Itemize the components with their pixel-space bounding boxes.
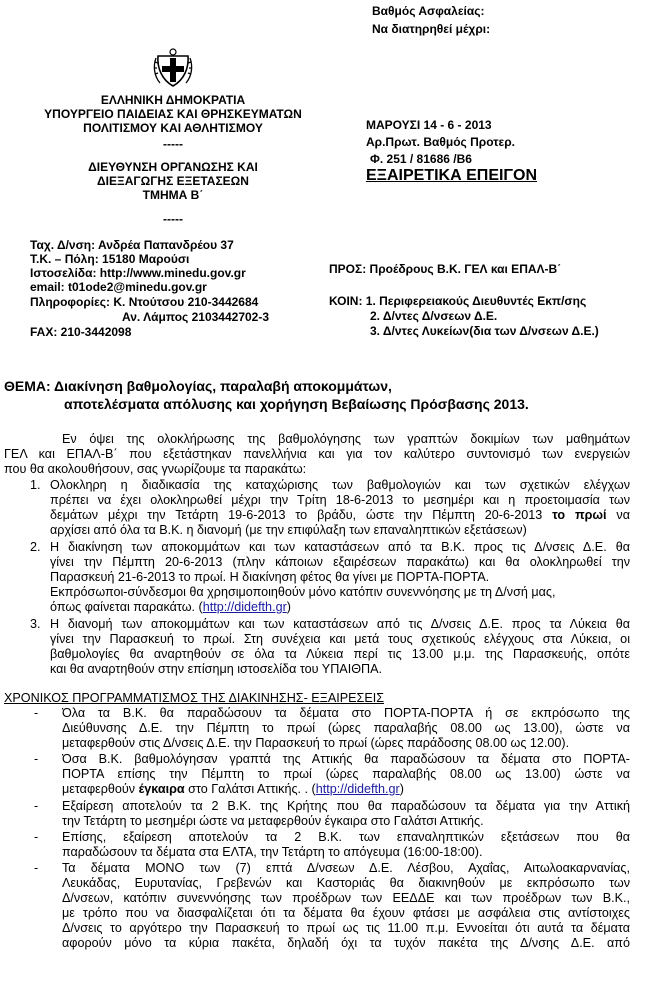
didefth-link[interactable]: http://didefth.gr bbox=[202, 600, 287, 614]
protocol-label: Αρ.Πρωτ. Βαθμός Προτερ. bbox=[366, 135, 516, 149]
recipient-koin1: ΚΟΙΝ: 1. Περιφερειακούς Διευθυντές Εκπ/σης bbox=[329, 294, 587, 308]
item1-line: αρχίσει από όλα τα Β.Κ. η διανομή (με την επιφύλαξη των επαναληπτικών εξετάσεων) bbox=[50, 523, 527, 537]
schedule-line: την Τετάρτη το μεσημέρι ώστε να μεταφερθούν έγκαιρα στο Γαλάτσι Αττικής. bbox=[62, 814, 484, 828]
bullet-dash: - bbox=[34, 752, 39, 766]
greek-emblem-icon bbox=[152, 46, 194, 90]
divider-dashes: ----- bbox=[163, 212, 183, 226]
item1-line: δεμάτων μέχρι την Τετάρτη 19-6-2013 το βράδυ, ώστε την Πέμπτη 20-6-2013 το πρωί να bbox=[50, 508, 630, 522]
schedule-line: αφορούν μόνο τα κύρια πακέτα, δηλαδή όχι τα τυχόν πακέτα της Δ/νσης Δ.Ε. από bbox=[62, 936, 630, 950]
item3-line: βαθμολογίες θα αναρτηθούν σε όλα τα Λύκεια περί τις 13.00 μ.μ. της Παρασκευής, οπότε bbox=[50, 647, 630, 661]
schedule-line: Όλα τα Β.Κ. θα παραδώσουν τα δέματα στο ΠΟΡΤΑ-ΠΟΡΤΑ ή σε εκπρόσωπο της bbox=[62, 706, 630, 720]
recipient-koin3: 3. Δ/ντες Λυκείων(δια των Δ/νσεων Δ.Ε.) bbox=[370, 324, 599, 338]
email: email: t01ode2@minedu.gov.gr bbox=[30, 280, 207, 294]
item3-line: και θα αναρτηθούν στην επίσημη ιστοσελίδα του ΥΠΑΙΘΠΑ. bbox=[50, 662, 382, 676]
subject-line1: ΘΕΜΑ: Διακίνηση βαθμολογίας, παραλαβή αποκομμάτων, bbox=[4, 378, 392, 394]
item2-line: Εκπρόσωποι-σύνδεσμοι θα χρησιμοποιηθούν μόνο κατόπιν συνεννόησης με τη Δ/νσή μας, bbox=[50, 585, 556, 599]
schedule-line: Δ/νσεις το αργότερο την Παρασκευή το πρωί ως τις 11.00 π.μ. Εννοείται ότι αυτά τα δέματα bbox=[62, 921, 630, 935]
schedule-line: Τα δέματα ΜΟΝΟ των (7) επτά Δ/νσεων Δ.Ε. Λέσβου, Αχαΐας, Αιτωλοακαρνανίας, bbox=[62, 861, 630, 875]
subject-line2: αποτελέσματα απόλυσης και χορήγηση Βεβαίωσης Πρόσβασης 2013. bbox=[64, 396, 529, 412]
divider-dashes: ----- bbox=[163, 137, 183, 151]
schedule-line: μεταφερθούν έγκαιρα στο Γαλάτσι Αττικής. . (http://didefth.gr) bbox=[62, 782, 404, 796]
ministry-line1: ΥΠΟΥΡΓΕΙΟ ΠΑΙΔΕΙΑΣ ΚΑΙ ΘΡΗΣΚΕΥΜΑΤΩΝ bbox=[44, 107, 302, 121]
bullet-dash: - bbox=[34, 861, 39, 875]
item2-line: όπως φαίνεται παρακάτω. (http://didefth.gr) bbox=[50, 600, 291, 614]
schedule-line: Δ/νσεων, κατόπιν συνεννόησης των προέδρων των ΕΕΔΔΕ και των προέδρων των Β.Κ., bbox=[62, 891, 630, 905]
intro-line: Εν όψει της ολοκλήρωσης της βαθμολόγησης των γραπτών δοκιμίων των μαθημάτων bbox=[62, 432, 630, 446]
recipient-to: ΠΡΟΣ: Προέδρους Β.Κ. ΓΕΛ και ΕΠΑΛ-Β΄ bbox=[329, 262, 562, 276]
postal-code-city: Τ.Κ. – Πόλη: 15180 Μαρούσι bbox=[30, 252, 190, 266]
didefth-link[interactable]: http://didefth.gr bbox=[315, 782, 400, 796]
protocol-number: Φ. 251 / 81686 /Β6 bbox=[370, 152, 472, 166]
intro-line: ΓΕΛ και ΕΠΑΛ-Β΄ που εξετάστηκαν πανελλήνια και για τον καλύτερο συντονισμό των ενεργειών bbox=[4, 447, 630, 461]
bullet-dash: - bbox=[34, 830, 39, 844]
item-number: 1. bbox=[30, 478, 41, 492]
postal-address: Ταχ. Δ/νση: Ανδρέα Παπανδρέου 37 bbox=[30, 238, 234, 252]
security-grade-label: Βαθμός Ασφαλείας: bbox=[372, 4, 485, 18]
item1-line: Ολοκληρη η διαδικασία της καταχώρισης των βαθμολογιών και των σχετικών ελέγχων bbox=[50, 478, 630, 492]
schedule-line: με τρόπο που να διασφαλίζεται ότι τα δέματα θα έχουν φτάσει με ασφάλεια στις αντίστοιχες bbox=[62, 906, 630, 920]
ministry-line2: ΠΟΛΙΤΙΣΜΟΥ ΚΑΙ ΑΘΛΗΤΙΣΜΟΥ bbox=[83, 121, 263, 135]
schedule-line: Επίσης, εξαίρεση αποτελούν τα 2 Β.Κ. των επαναληπτικών εξετάσεων που θα bbox=[62, 830, 630, 844]
urgency-label: ΕΞΑΙΡΕΤΙΚΑ ΕΠΕΙΓΟΝ bbox=[366, 167, 538, 184]
item2-line: Η διακίνηση των αποκομμάτων και των καταστάσεων από τα Β.Κ. προς τις Δ/νσεις Δ.Ε. θα bbox=[50, 540, 630, 554]
item2-line: Παρασκευή 21-6-2013 το πρωί. Η διακίνηση φέτος θα γίνει με ΠΟΡΤΑ-ΠΟΡΤΑ. bbox=[50, 570, 490, 584]
schedule-line: Λευκάδας, Ευρυτανίας, Γρεβενών και Καστοριάς θα διακινηθούν με εκπρόσωπο των bbox=[62, 876, 630, 890]
schedule-line: Όσα Β.Κ. βαθμολόγησαν γραπτά της Αττικής θα παραδώσουν τα δέματα στο ΠΟΡΤΑ- bbox=[62, 752, 630, 766]
directorate-line1: ΔΙΕΥΘΥΝΣΗ ΟΡΓΑΝΩΣΗΣ ΚΑΙ bbox=[88, 160, 258, 174]
contact-info2: Αν. Λάμπος 2103442702-3 bbox=[122, 310, 270, 324]
recipient-koin2: 2. Δ/ντες Δ/νσεων Δ.Ε. bbox=[370, 309, 498, 323]
keep-until-label: Να διατηρηθεί μέχρι: bbox=[372, 22, 491, 36]
intro-line: που θα ακολουθήσουν, σας γνωρίζουμε τα παρακάτω: bbox=[4, 462, 307, 476]
directorate-line2: ΔΙΕΞΑΓΩΓΗΣ ΕΞΕΤΑΣΕΩΝ bbox=[97, 174, 249, 188]
place-date: ΜΑΡΟΥΣΙ 14 - 6 - 2013 bbox=[366, 118, 492, 132]
schedule-heading: ΧΡΟΝΙΚΟΣ ΠΡΟΓΡΑΜΜΑΤΙΣΜΟΣ ΤΗΣ ΔΙΑΚΙΝΗΣΗΣ- ΕΞΑΙΡΕΣΕΙΣ bbox=[4, 691, 385, 705]
schedule-line: Διεύθυνσης Δ.Ε. την Πέμπτη το πρωί (ώρες παραλαβής 08.00 ως 13.00), ώστε να bbox=[62, 721, 630, 735]
item-number: 3. bbox=[30, 617, 41, 631]
item-number: 2. bbox=[30, 540, 41, 554]
republic-heading: ΕΛΛΗΝΙΚΗ ΔΗΜΟΚΡΑΤΙΑ bbox=[100, 93, 246, 107]
department: ΤΜΗΜΑ Β΄ bbox=[142, 188, 204, 202]
bullet-dash: - bbox=[34, 706, 39, 720]
item3-line: Η διανομή των αποκομμάτων και των καταστάσεων από τις Δ/νσεις Δ.Ε. προς τα Λύκεια θα bbox=[50, 617, 630, 631]
item1-line: πρέπει να έχει ολοκληρωθεί μέχρι την Τρίτη 18-6-2013 το μεσημέρι και η προετοιμασία των bbox=[50, 493, 630, 507]
item3-line: γίνει την Παρασκευή το πρωί. Στη συνέχεια και μετά τους σχετικούς ελέγχους στα Λύκεια, οι bbox=[50, 632, 630, 646]
item2-line: γίνει την Πέμπτη 20-6-2013 (πλην κάποιων εξαιρέσεων παρακάτω) και θα ολοκληρωθεί την bbox=[50, 555, 630, 569]
website: Ιστοσελίδα: http://www.minedu.gov.gr bbox=[30, 266, 246, 280]
fax: FAX: 210-3442098 bbox=[30, 325, 132, 339]
bullet-dash: - bbox=[34, 799, 39, 813]
schedule-line: ΠΟΡΤΑ επίσης την Πέμπτη το πρωί (ώρες παραλαβής 08.00 ως 13.00) ώστε να bbox=[62, 767, 630, 781]
schedule-line: Εξαίρεση αποτελούν τα 2 Β.Κ. της Κρήτης που θα παραδώσουν τα δέματα για την Αττική bbox=[62, 799, 630, 813]
schedule-line: παραδώσουν τα δέματα στα ΕΛΤΑ, την Τετάρτη το απόγευμα (16:00-18:00). bbox=[62, 845, 483, 859]
contact-info1: Πληροφορίες: Κ. Ντούτσου 210-3442684 bbox=[30, 295, 259, 309]
schedule-line: μεταφερθούν στις Δ/νσεις Δ.Ε. την Παρασκευή το πρωί (ώρες παράδοσης 08.00 ως 12.00). bbox=[62, 736, 570, 750]
